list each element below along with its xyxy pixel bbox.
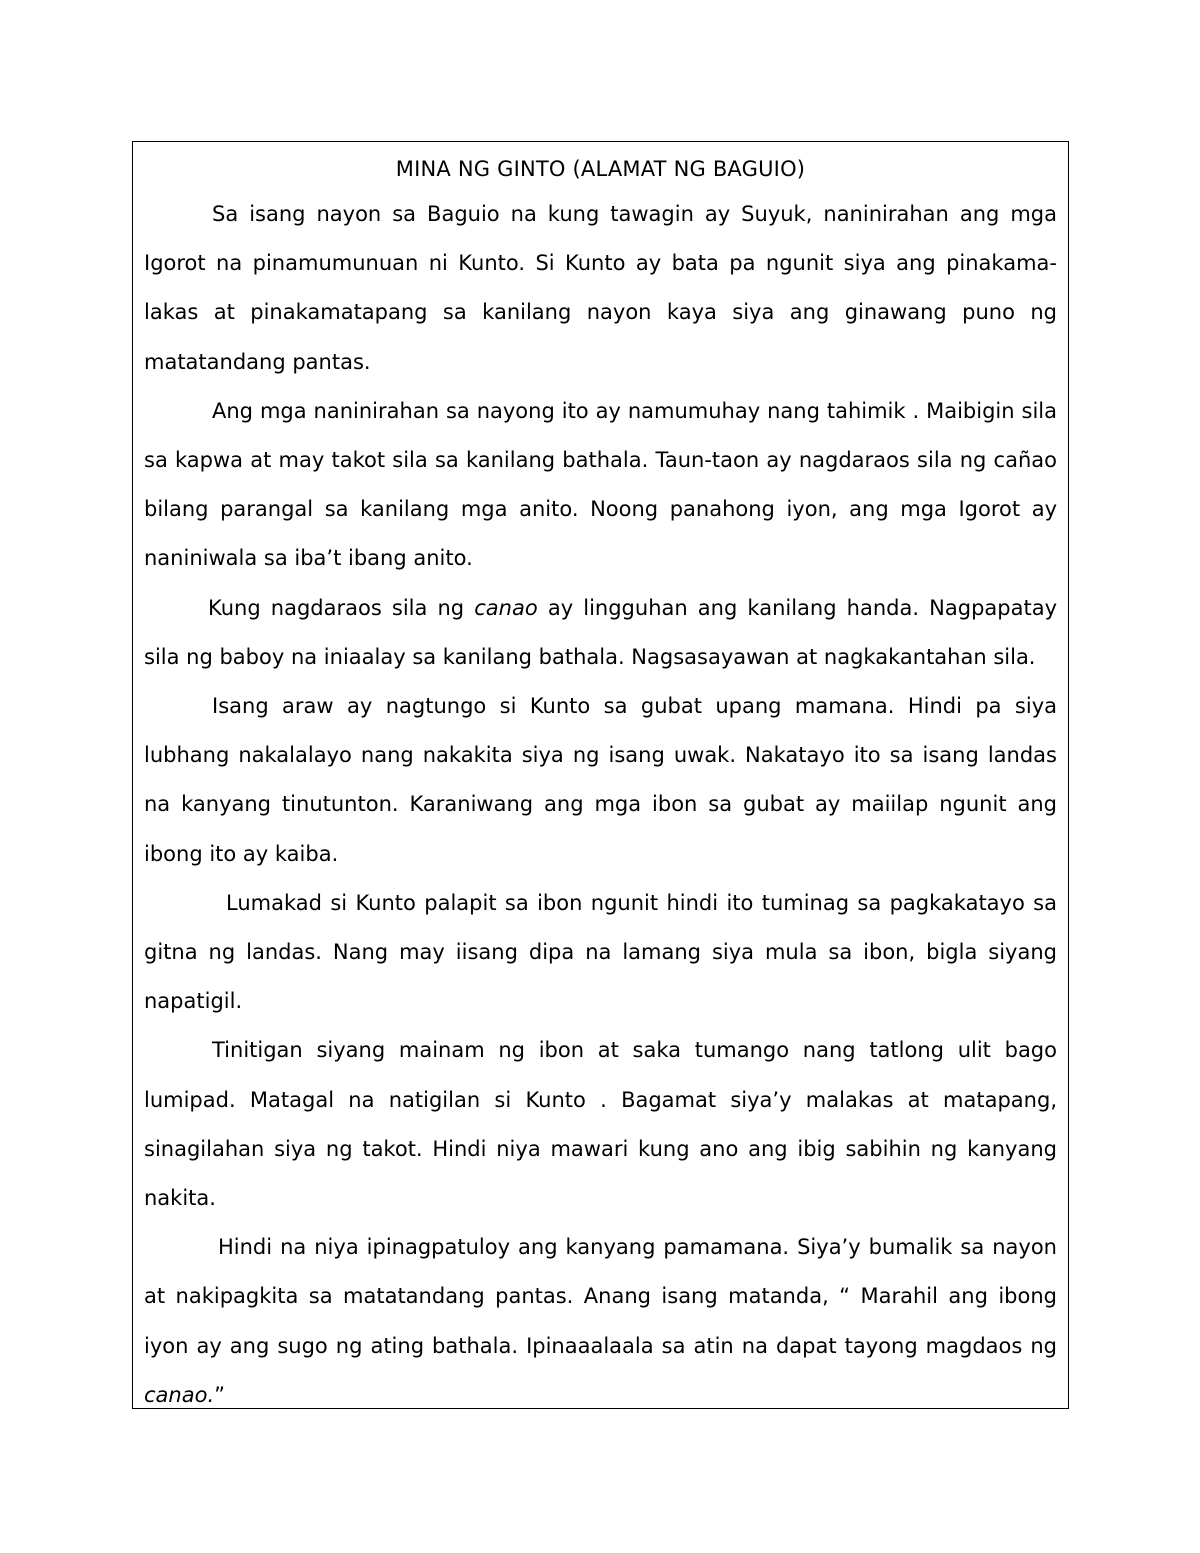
document-frame: [132, 141, 1069, 1409]
paragraph-6: Tinitigan siyang mainam ng ibon at saka tumango nang tatlong ulit bago lumipad. Matagal na natigilan si Kunto . Bagamat siya’y malakas at matapang, sinagilahan siya ng takot. Hindi niya mawari kung ano ang ibig sabihin ng kanyang nakita.: [144, 1038, 1057, 1211]
paragraph-4: Isang araw ay nagtungo si Kunto sa gubat upang mamana. Hindi pa siya lubhang nakalalayo nang nakakita siya ng isang uwak. Nakatayo ito sa isang landas na kanyang tinutunton. Karaniwang ang mga ibon sa gubat ay maiilap ngunit ang ibong ito ay kaiba.: [144, 694, 1057, 866]
paragraph-7: [144, 1223, 1057, 1420]
paragraph-1: Sa isang nayon sa Baguio na kung tawagin ay Suyuk, naninirahan ang mga Igorot na pinamumunuan ni Kunto. Si Kunto ay bata pa ngunit siya ang pinakama-lakas at pinakamatapang sa kanilang nayon kaya siya ang ginawang puno ng matatandang pantas.: [144, 202, 1057, 374]
paragraph-7-text-before: Hindi na niya ipinagpatuloy ang kanyang pamamana. Siya’y bumalik sa nayon at nakipagkita sa matatandang pantas. Anang isang matanda, “ Marahil ang ibong iyon ay ang sugo ng ating bathala. Ipinaaalaala sa atin na dapat tayong magdaos ng: [144, 1235, 1057, 1358]
document-title: MINA NG GINTO (ALAMAT NG BAGUIO): [395, 157, 806, 181]
paragraph-3-text-before: Kung nagdaraos sila ng: [208, 595, 475, 620]
paragraph-7-italic-term: canao.: [144, 1382, 215, 1407]
paragraph-3: [144, 584, 1057, 682]
paragraph-5: Lumakad si Kunto palapit sa ibon ngunit hindi ito tuminag sa pagkakatayo sa gitna ng landas. Nang may iisang dipa na lamang siya mula sa ibon, bigla siyang napatigil.: [144, 890, 1057, 1014]
paragraph-3-text-after: ay lingguhan ang kanilang handa. Nagpapatay sila ng baboy na iniaalay sa kanilang bathala. Nagsasayawan at nagkakantahan sila.: [144, 595, 1057, 669]
paragraph-2: Ang mga naninirahan sa nayong ito ay namumuhay nang tahimik . Maibigin sila sa kapwa at may takot sila sa kanilang bathala. Taun-taon ay nagdaraos sila ng cañao bilang parangal sa kanilang mga anito. Noong panahong iyon, ang mga Igorot ay naniniwala sa iba’t ibang anito.: [144, 398, 1057, 571]
paragraph-3-italic-term: canao: [474, 595, 538, 620]
paragraph-7-text-after: ”: [214, 1382, 226, 1407]
